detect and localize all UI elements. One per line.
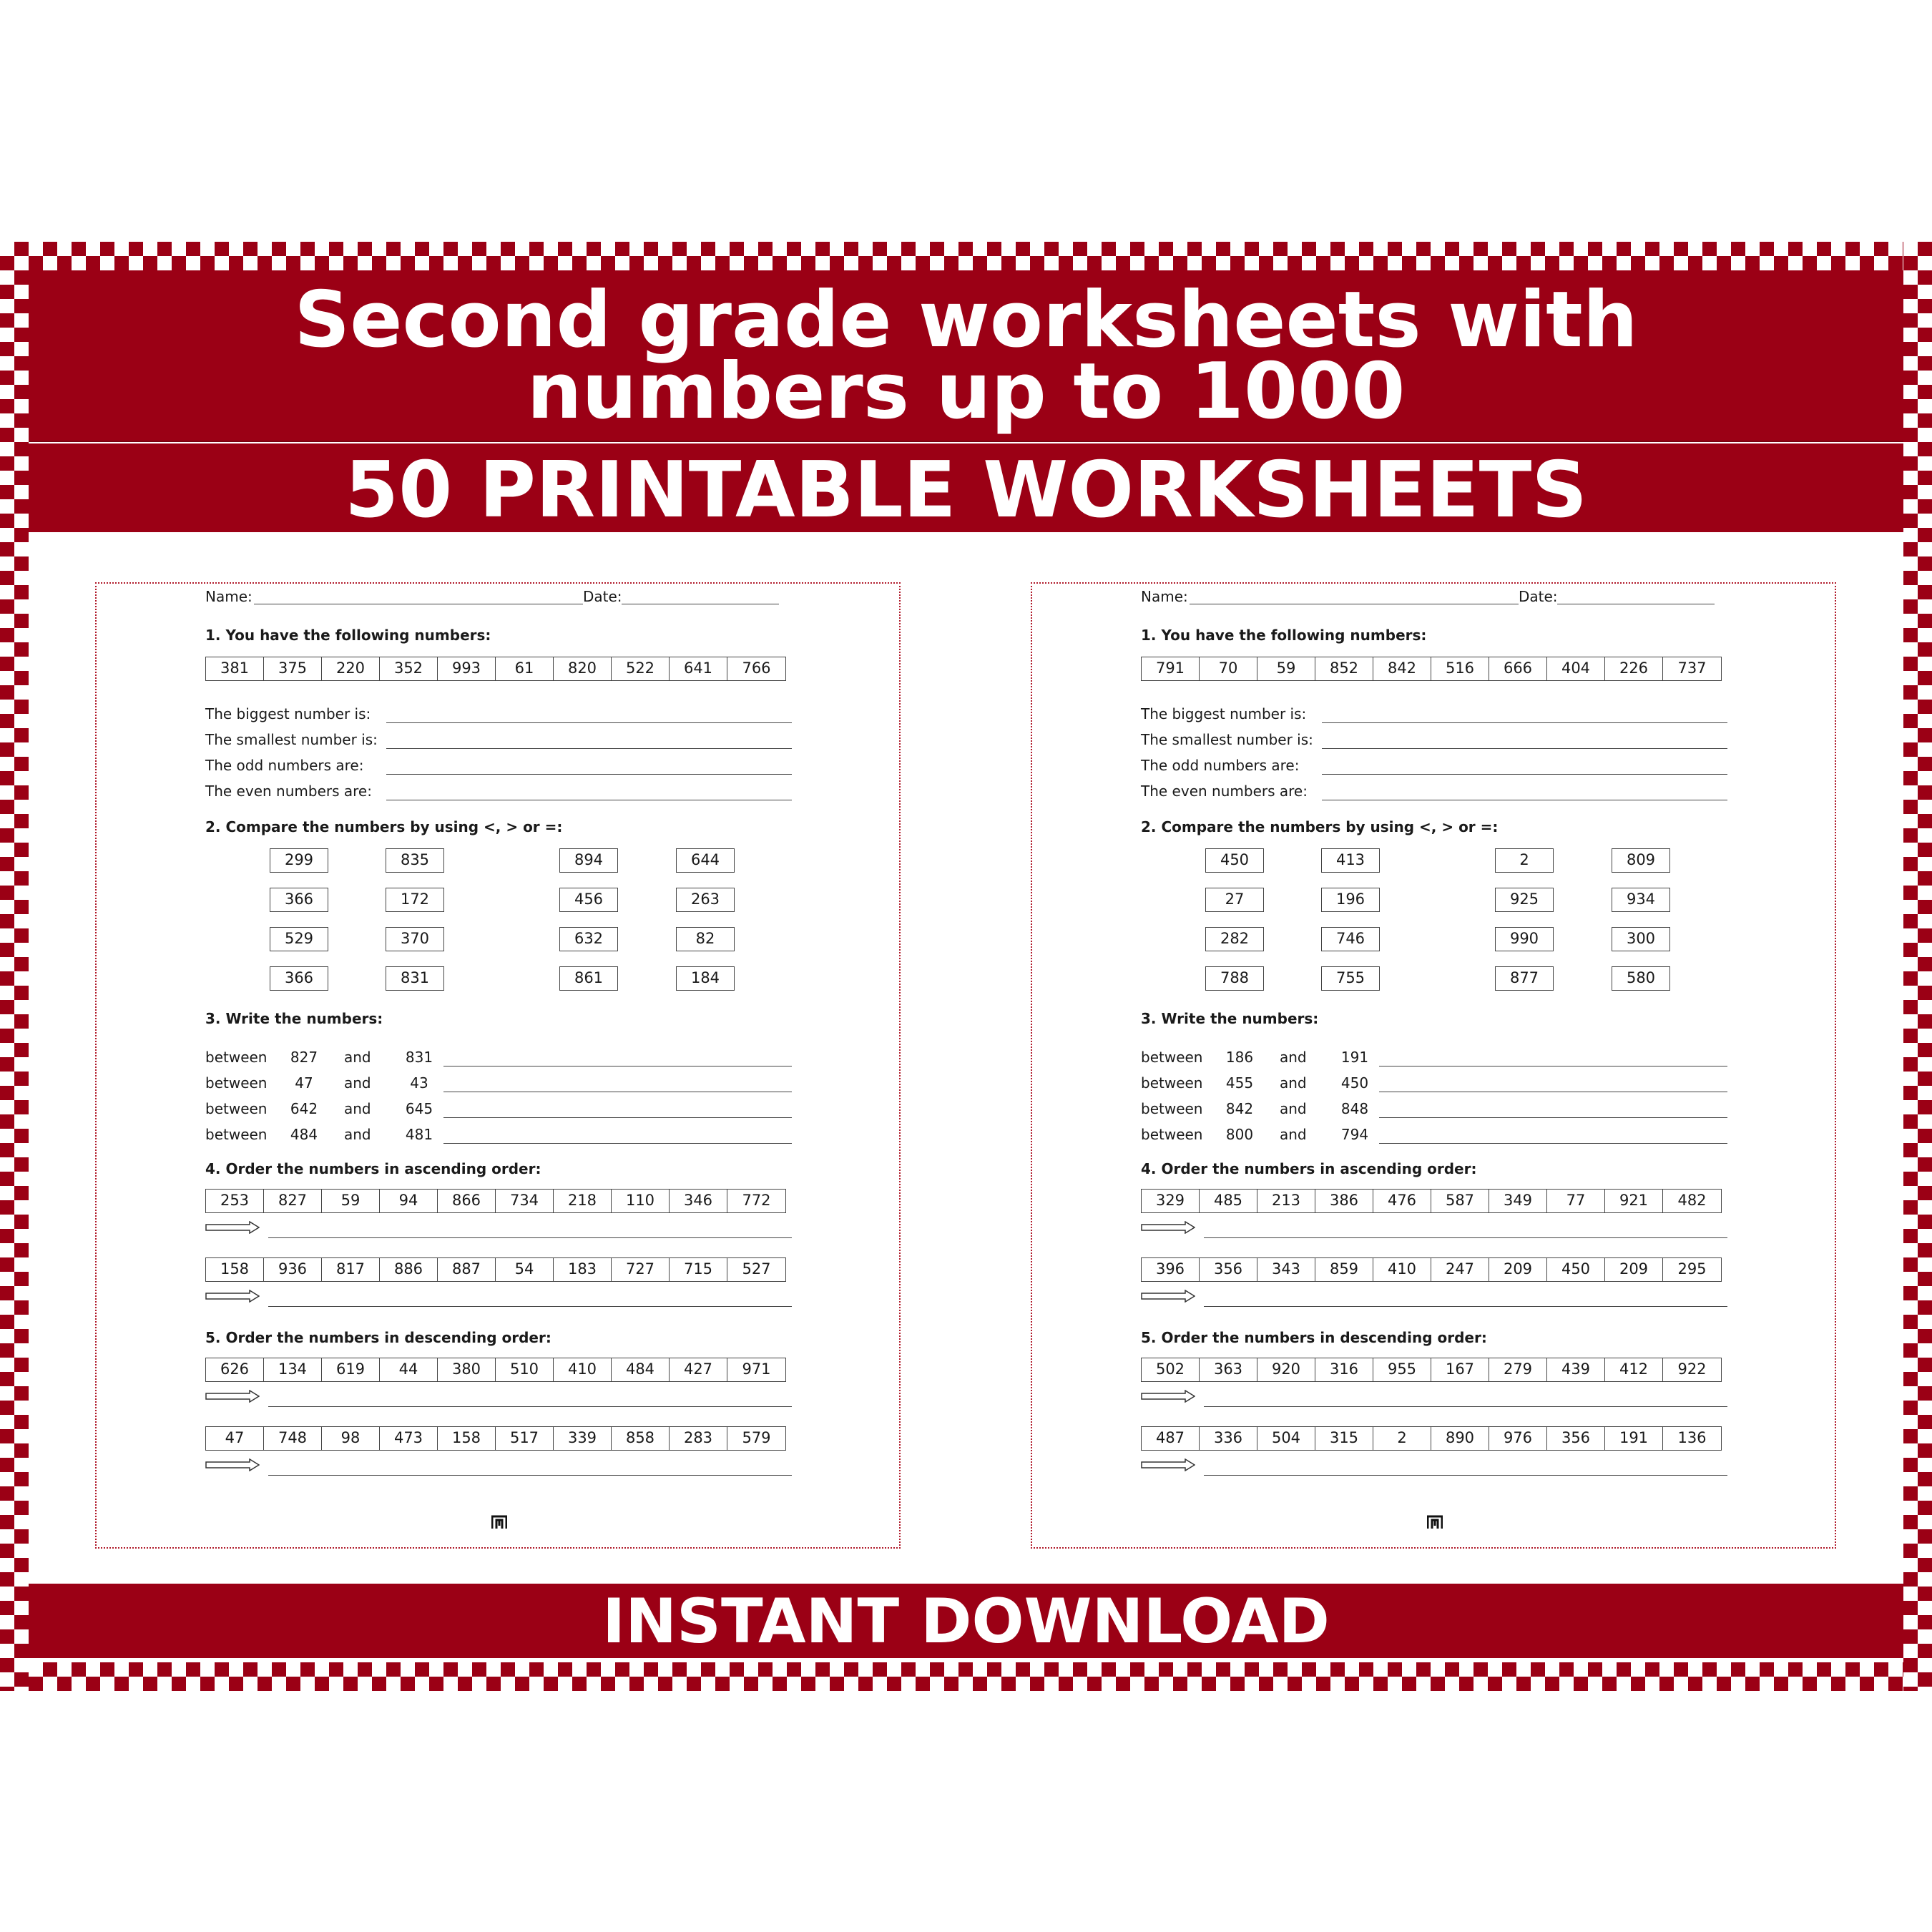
compare-number-box: 27: [1205, 888, 1264, 912]
number-cell: 349: [1489, 1190, 1547, 1212]
number-cell: 936: [264, 1258, 322, 1281]
number-cell: 858: [612, 1427, 670, 1450]
checkered-border-left: [0, 242, 29, 1691]
number-cell: 336: [1200, 1427, 1257, 1450]
between-label: between: [1141, 1126, 1203, 1143]
number-cell: 852: [1315, 657, 1373, 680]
number-cell: 619: [322, 1358, 380, 1381]
number-cell: 59: [1257, 657, 1315, 680]
number-cell: 253: [206, 1190, 264, 1212]
number-cell: 44: [380, 1358, 438, 1381]
number-cell: 339: [554, 1427, 612, 1450]
compare-number-box: 2: [1495, 848, 1554, 873]
number-cell: 993: [438, 657, 496, 680]
compare-number-box: 746: [1321, 927, 1380, 951]
compare-number-box: 300: [1612, 927, 1670, 951]
compare-number-box: 456: [559, 888, 618, 912]
number-cell: 2: [1373, 1427, 1431, 1450]
number-cell: 213: [1257, 1190, 1315, 1212]
between-first-number: 800: [1225, 1126, 1254, 1143]
compare-number-box: 990: [1495, 927, 1554, 951]
number-cell: 410: [554, 1358, 612, 1381]
number-cell: 955: [1373, 1358, 1431, 1381]
number-cell: 748: [264, 1427, 322, 1450]
number-cell: 817: [322, 1258, 380, 1281]
double-arrow-icon: [1141, 1290, 1195, 1303]
section-3-heading: 3. Write the numbers:: [205, 1010, 383, 1027]
number-cell: 439: [1547, 1358, 1605, 1381]
number-cell: 976: [1489, 1427, 1547, 1450]
compare-number-box: 263: [676, 888, 735, 912]
number-cell: 183: [554, 1258, 612, 1281]
number-cell: 482: [1677, 1192, 1707, 1209]
brand-logo-icon: [1427, 1515, 1443, 1529]
number-cell: 226: [1605, 657, 1663, 680]
double-arrow-icon: [205, 1458, 260, 1471]
number-cell: 283: [670, 1427, 727, 1450]
number-cell: 346: [670, 1190, 727, 1212]
compare-number-box: 632: [559, 927, 618, 951]
between-first-number: 484: [290, 1126, 318, 1143]
section-1-heading: 1. You have the following numbers:: [1141, 627, 1427, 644]
number-cell: 77: [1547, 1190, 1605, 1212]
and-label: and: [1280, 1100, 1307, 1117]
number-cell: 517: [496, 1427, 554, 1450]
answer-line: [1322, 774, 1727, 775]
number-cell: 209: [1489, 1258, 1547, 1281]
number-cell: 380: [438, 1358, 496, 1381]
section-5-heading: 5. Order the numbers in descending order:: [205, 1329, 551, 1346]
number-cell: 343: [1257, 1258, 1315, 1281]
compare-number-box: 644: [676, 848, 735, 873]
between-label: between: [205, 1100, 268, 1117]
number-cell: 820: [554, 657, 612, 680]
answer-line: [1322, 722, 1727, 723]
number-cell: 110: [612, 1190, 670, 1212]
compare-number-box: 755: [1321, 966, 1380, 991]
section-2-heading: 2. Compare the numbers by using <, > or =:: [205, 818, 563, 835]
answer-line: [268, 1237, 792, 1238]
number-cell: 94: [380, 1190, 438, 1212]
and-label: and: [344, 1049, 371, 1066]
answer-line: [386, 722, 792, 723]
number-cell: 971: [742, 1360, 771, 1378]
number-cell: 247: [1431, 1258, 1489, 1281]
number-cell: 473: [380, 1427, 438, 1450]
number-cell: 316: [1315, 1358, 1373, 1381]
subtitle: 50 PRINTABLE WORKSHEETS: [344, 446, 1588, 535]
double-arrow-icon: [1141, 1390, 1195, 1403]
number-cell: 218: [554, 1190, 612, 1212]
section-2-heading: 2. Compare the numbers by using <, > or =:: [1141, 818, 1499, 835]
number-cell: 527: [742, 1260, 771, 1278]
between-first-number: 842: [1225, 1100, 1254, 1117]
number-cell: 587: [1431, 1190, 1489, 1212]
answer-line: [443, 1117, 792, 1118]
number-cell: 921: [1605, 1190, 1663, 1212]
number-cell: 356: [1200, 1258, 1257, 1281]
title-line-1: Second grade worksheets with: [294, 275, 1638, 365]
compare-number-box: 366: [270, 888, 328, 912]
title-banner: [29, 270, 1903, 442]
descending-numbers-row: [205, 1358, 786, 1382]
and-label: and: [1280, 1074, 1307, 1092]
numbers-row: [1141, 657, 1722, 681]
section-4-heading: 4. Order the numbers in ascending order:: [1141, 1160, 1477, 1177]
poster: [0, 242, 1932, 1691]
between-second-number: 848: [1340, 1100, 1369, 1117]
compare-number-box: 299: [270, 848, 328, 873]
number-cell: 485: [1200, 1190, 1257, 1212]
ascending-numbers-row: [205, 1189, 786, 1213]
number-cell: 412: [1605, 1358, 1663, 1381]
number-cell: 329: [1142, 1190, 1200, 1212]
number-cell: 167: [1431, 1358, 1489, 1381]
compare-number-box: 82: [676, 927, 735, 951]
number-cell: 209: [1605, 1258, 1663, 1281]
between-second-number: 645: [405, 1100, 433, 1117]
answer-line: [386, 748, 792, 749]
number-cell: 295: [1677, 1260, 1707, 1278]
number-cell: 920: [1257, 1358, 1315, 1381]
biggest-label: The biggest number is:: [1141, 705, 1307, 722]
number-cell: 827: [264, 1190, 322, 1212]
smallest-label: The smallest number is:: [1141, 731, 1313, 748]
odd-label: The odd numbers are:: [205, 757, 364, 774]
number-cell: 504: [1257, 1427, 1315, 1450]
number-cell: 158: [438, 1427, 496, 1450]
and-label: and: [344, 1126, 371, 1143]
answer-line: [1204, 1306, 1727, 1307]
between-label: between: [205, 1049, 268, 1066]
title-line-2: numbers up to 1000: [526, 347, 1406, 436]
between-label: between: [205, 1126, 268, 1143]
date-label: Date:: [583, 588, 622, 605]
number-cell: 579: [742, 1429, 771, 1446]
even-label: The even numbers are:: [205, 783, 372, 800]
answer-line: [1379, 1143, 1727, 1144]
number-cell: 772: [742, 1192, 771, 1209]
between-label: between: [1141, 1074, 1203, 1092]
number-cell: 666: [1489, 657, 1547, 680]
number-cell: 842: [1373, 657, 1431, 680]
answer-line: [268, 1306, 792, 1307]
number-cell: 886: [380, 1258, 438, 1281]
between-second-number: 450: [1340, 1074, 1369, 1092]
biggest-label: The biggest number is:: [205, 705, 371, 722]
compare-number-box: 366: [270, 966, 328, 991]
number-cell: 363: [1200, 1358, 1257, 1381]
between-first-number: 827: [290, 1049, 318, 1066]
checkered-border-top: [0, 242, 1932, 270]
instant-download-banner: [29, 1584, 1903, 1658]
answer-line: [1379, 1117, 1727, 1118]
compare-number-box: 450: [1205, 848, 1264, 873]
number-cell: 158: [206, 1258, 264, 1281]
ascending-numbers-row: [1141, 1189, 1722, 1213]
compare-number-box: 831: [386, 966, 444, 991]
section-4-heading: 4. Order the numbers in ascending order:: [205, 1160, 541, 1177]
number-cell: 410: [1373, 1258, 1431, 1281]
number-cell: 641: [670, 657, 727, 680]
number-cell: 510: [496, 1358, 554, 1381]
section-5-heading: 5. Order the numbers in descending order:: [1141, 1329, 1487, 1346]
number-cell: 381: [206, 657, 264, 680]
number-cell: 396: [1142, 1258, 1200, 1281]
number-cell: 356: [1547, 1427, 1605, 1450]
number-cell: 859: [1315, 1258, 1373, 1281]
compare-number-box: 196: [1321, 888, 1380, 912]
between-label: between: [1141, 1049, 1203, 1066]
double-arrow-icon: [205, 1290, 260, 1303]
descending-numbers-row: [1141, 1358, 1722, 1382]
compare-number-box: 894: [559, 848, 618, 873]
number-cell: 220: [322, 657, 380, 680]
checkered-border-right: [1903, 242, 1932, 1691]
between-first-number: 642: [290, 1100, 318, 1117]
compare-number-box: 925: [1495, 888, 1554, 912]
compare-number-box: 861: [559, 966, 618, 991]
number-cell: 715: [670, 1258, 727, 1281]
number-cell: 866: [438, 1190, 496, 1212]
odd-label: The odd numbers are:: [1141, 757, 1300, 774]
number-cell: 59: [322, 1190, 380, 1212]
number-cell: 737: [1677, 659, 1707, 677]
smallest-label: The smallest number is:: [205, 731, 378, 748]
number-cell: 450: [1547, 1258, 1605, 1281]
answer-line: [268, 1406, 792, 1407]
ascending-numbers-row: [205, 1257, 786, 1282]
number-cell: 279: [1489, 1358, 1547, 1381]
compare-number-box: 835: [386, 848, 444, 873]
number-cell: 887: [438, 1258, 496, 1281]
between-second-number: 794: [1340, 1126, 1369, 1143]
between-first-number: 186: [1225, 1049, 1254, 1066]
between-second-number: 43: [410, 1074, 428, 1092]
and-label: and: [344, 1074, 371, 1092]
and-label: and: [1280, 1126, 1307, 1143]
between-label: between: [1141, 1100, 1203, 1117]
number-cell: 502: [1142, 1358, 1200, 1381]
number-cell: 134: [264, 1358, 322, 1381]
answer-line: [443, 1143, 792, 1144]
compare-number-box: 580: [1612, 966, 1670, 991]
compare-number-box: 370: [386, 927, 444, 951]
number-cell: 791: [1142, 657, 1200, 680]
compare-number-box: 809: [1612, 848, 1670, 873]
answer-line: [1204, 1406, 1727, 1407]
compare-number-box: 529: [270, 927, 328, 951]
between-first-number: 455: [1225, 1074, 1254, 1092]
number-cell: 136: [1677, 1429, 1707, 1446]
checkered-border-bottom: [0, 1662, 1932, 1691]
answer-line: [386, 774, 792, 775]
number-cell: 315: [1315, 1427, 1373, 1450]
number-cell: 47: [206, 1427, 264, 1450]
number-cell: 54: [496, 1258, 554, 1281]
descending-numbers-row: [1141, 1426, 1722, 1451]
compare-number-box: 788: [1205, 966, 1264, 991]
and-label: and: [344, 1100, 371, 1117]
number-cell: 70: [1200, 657, 1257, 680]
brand-logo-icon: [491, 1515, 507, 1529]
between-second-number: 481: [405, 1126, 433, 1143]
compare-number-box: 413: [1321, 848, 1380, 873]
name-label: Name:: [1141, 588, 1188, 605]
name-label: Name:: [205, 588, 252, 605]
number-cell: 727: [612, 1258, 670, 1281]
date-label: Date:: [1519, 588, 1558, 605]
worksheet-preview-2: [1031, 582, 1836, 1549]
number-cell: 922: [1677, 1360, 1707, 1378]
number-cell: 626: [206, 1358, 264, 1381]
number-cell: 386: [1315, 1190, 1373, 1212]
and-label: and: [1280, 1049, 1307, 1066]
number-cell: 487: [1142, 1427, 1200, 1450]
compare-number-box: 877: [1495, 966, 1554, 991]
number-cell: 61: [496, 657, 554, 680]
section-1-heading: 1. You have the following numbers:: [205, 627, 491, 644]
between-label: between: [205, 1074, 268, 1092]
even-label: The even numbers are:: [1141, 783, 1308, 800]
number-cell: 191: [1605, 1427, 1663, 1450]
number-cell: 476: [1373, 1190, 1431, 1212]
number-cell: 404: [1547, 657, 1605, 680]
section-3-heading: 3. Write the numbers:: [1141, 1010, 1319, 1027]
number-cell: 766: [742, 659, 771, 677]
instant-download-label: INSTANT DOWNLOAD: [602, 1586, 1330, 1657]
between-second-number: 191: [1340, 1049, 1369, 1066]
double-arrow-icon: [205, 1390, 260, 1403]
double-arrow-icon: [1141, 1458, 1195, 1471]
compare-number-box: 282: [1205, 927, 1264, 951]
answer-line: [1322, 748, 1727, 749]
compare-number-box: 172: [386, 888, 444, 912]
number-cell: 890: [1431, 1427, 1489, 1450]
answer-line: [1204, 1475, 1727, 1476]
ascending-numbers-row: [1141, 1257, 1722, 1282]
between-first-number: 47: [295, 1074, 313, 1092]
between-second-number: 831: [405, 1049, 433, 1066]
answer-line: [268, 1475, 792, 1476]
double-arrow-icon: [1141, 1221, 1195, 1234]
number-cell: 522: [612, 657, 670, 680]
number-cell: 375: [264, 657, 322, 680]
subtitle-banner: [29, 443, 1903, 535]
number-cell: 516: [1431, 657, 1489, 680]
descending-numbers-row: [205, 1426, 786, 1451]
number-cell: 734: [496, 1190, 554, 1212]
worksheet-preview-1: [95, 582, 901, 1549]
number-cell: 352: [380, 657, 438, 680]
number-cell: 98: [322, 1427, 380, 1450]
numbers-row: [205, 657, 786, 681]
number-cell: 427: [670, 1358, 727, 1381]
compare-number-box: 934: [1612, 888, 1670, 912]
compare-number-box: 184: [676, 966, 735, 991]
answer-line: [1204, 1237, 1727, 1238]
double-arrow-icon: [205, 1221, 260, 1234]
number-cell: 484: [612, 1358, 670, 1381]
